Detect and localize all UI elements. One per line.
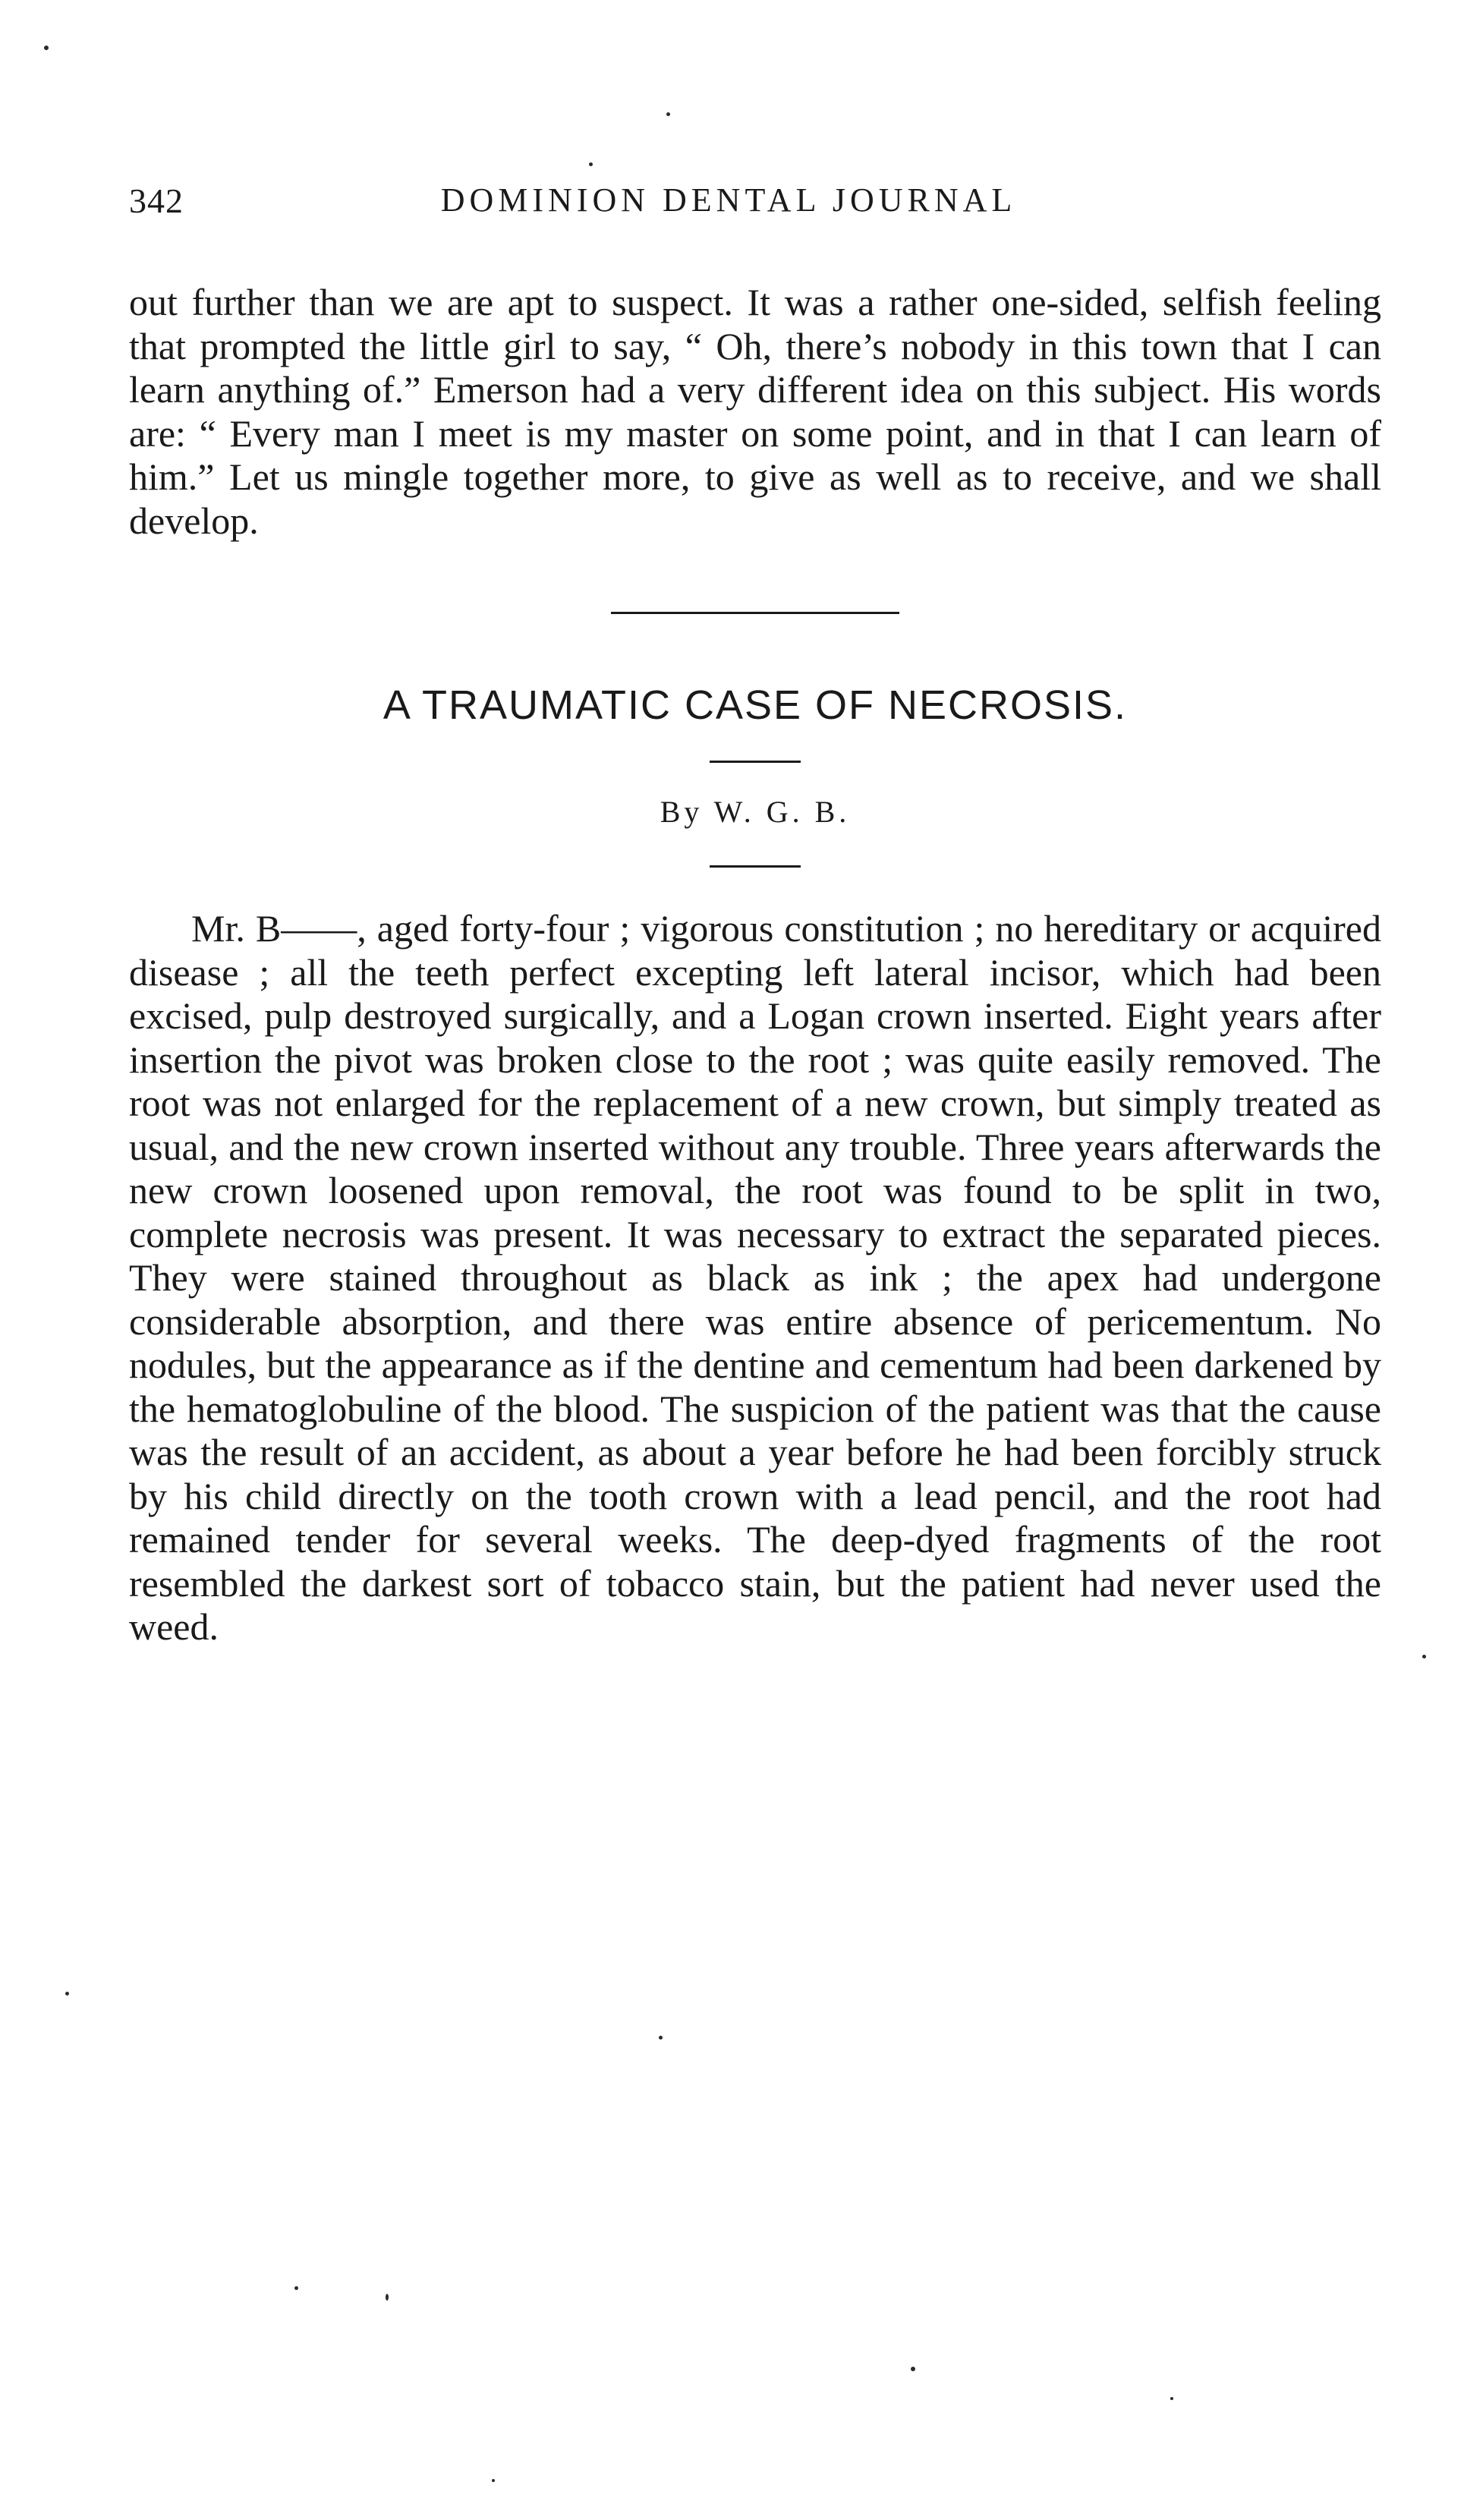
scan-speck <box>659 2036 663 2040</box>
byline: By W. G. B. <box>660 795 851 829</box>
section-divider <box>611 612 899 614</box>
page-number: 342 <box>129 181 184 220</box>
scan-speck <box>492 2479 495 2482</box>
article-body: Mr. B——, aged forty-four ; vigorous constitution ; no hereditary or acquired disease ; all the teeth perfect excepting left lateral incisor, which had been excised, pulp destroyed surgically, and a Logan crown inserted. Eight years after insertion the pivot was broken close to the root ; was quite easily removed. The root was not enlarged for the replacement of a new crown, but simply treated as usual, and the new crown inserted without any trouble. Three years afterwards the new crown loosened upon removal, the root was found to be split in two, complete necrosis was present. It was necessary to extract the separated pieces. They were stained throughout as black as ink ; the apex had undergone considerable absorption, and there was entire absence of pericementum. No nodules, but the appearance as if the dentine and cementum had been darkened by the hematoglobuline of the blood. The suspicion of the patient was that the cause was the result of an accident, as about a year before he had been forcibly struck by his child directly on the tooth crown with a lead pencil, and the root had remained tender for several weeks. The deep-dyed fragments of the root resembled the darkest sort of tobacco stain, but the patient had never used the weed. <box>129 907 1381 1648</box>
scan-speck <box>1170 2397 1173 2400</box>
scan-speck <box>386 2294 389 2301</box>
scan-speck <box>1422 1655 1426 1658</box>
scan-speck <box>294 2286 298 2290</box>
scan-speck <box>589 162 593 166</box>
article-title: A TRAUMATIC CASE OF NECROSIS. <box>383 682 1128 728</box>
title-rule <box>710 761 801 763</box>
scan-speck <box>65 1992 69 1996</box>
journal-title: DOMINION DENTAL JOURNAL <box>440 181 1017 219</box>
scan-speck <box>666 112 670 116</box>
running-head <box>129 181 1328 226</box>
byline-rule <box>710 865 801 868</box>
continued-paragraph: out further than we are apt to suspect. It was a rather one-sided, selfish feeling that prompted the little girl to say, “ Oh, there’s nobody in this town that I can learn anything of.” Emerson had a very different idea on this subject. His words are: “ Every man I meet is my master on some point, and in that I can learn of him.” Let us mingle together more, to give as well as to receive, and we shall develop. <box>129 281 1381 542</box>
scan-speck <box>911 2367 915 2371</box>
scan-speck <box>44 46 49 50</box>
